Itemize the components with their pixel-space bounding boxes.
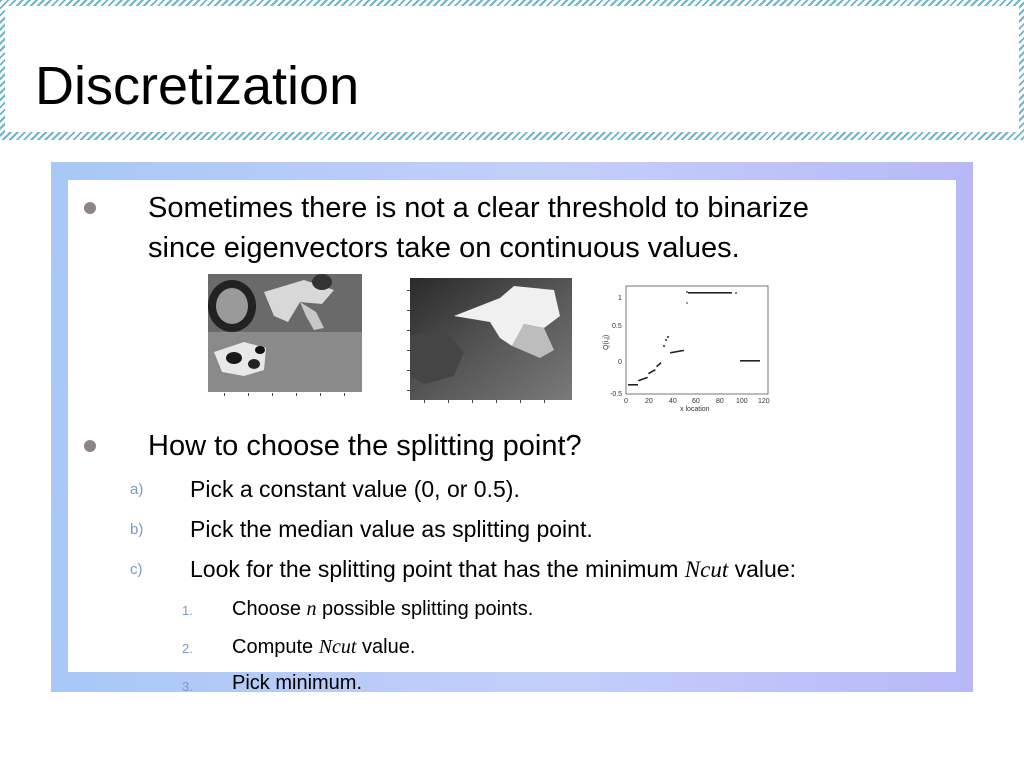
plot-xlabel: x location [680, 406, 710, 412]
step-2-post: value. [356, 636, 416, 658]
step-1-post: possible splitting points. [316, 598, 534, 620]
option-a-text: Pick a constant value (0, or 0.5). [190, 476, 520, 502]
bullet-2-text: How to choose the splitting point? [148, 430, 582, 462]
step-1-text [232, 596, 533, 622]
option-b-text: Pick the median value as splitting point. [190, 516, 593, 542]
eigenvector-map-image [404, 276, 576, 408]
plot-ytick: -0.5 [610, 391, 623, 398]
step-1-pre: Choose [232, 598, 307, 620]
option-c-post: value: [728, 556, 796, 582]
title-banner [0, 0, 1024, 140]
option-marker: b) [130, 521, 144, 538]
step-2-text [232, 634, 415, 660]
plot-ytick: 0.5 [612, 323, 622, 330]
plot-xtick: 20 [645, 398, 653, 405]
step-marker: 2. [182, 641, 193, 656]
option-c-ncut: Ncut [684, 557, 729, 582]
step-1-n: n [306, 598, 317, 620]
title-banner-inner [5, 6, 1019, 132]
step-3-text: Pick minimum. [232, 672, 363, 694]
page-title: Discretization [35, 56, 360, 116]
eigenvector-plot [598, 280, 778, 412]
plot-xtick: 40 [669, 398, 677, 405]
option-marker: c) [130, 561, 143, 578]
content-frame [51, 162, 973, 692]
segmentation-input-image [204, 272, 366, 400]
bullet-1-line-1: Sometimes there is not a clear threshold to binarize [148, 192, 809, 224]
step-marker: 3. [182, 679, 193, 694]
eigenvector-plot-svg [598, 280, 778, 412]
bullet-dot [84, 202, 96, 214]
option-c-text [190, 554, 796, 585]
step-2-ncut: Ncut [318, 636, 357, 658]
plot-xtick: 60 [692, 398, 700, 405]
plot-ytick: 0 [618, 359, 622, 366]
plot-xtick: 0 [624, 398, 628, 405]
option-c-pre: Look for the splitting point that has the minimum [190, 556, 685, 582]
bullet-dot [84, 440, 96, 452]
plot-ylabel: Q(i,j) [603, 334, 610, 350]
bullet-1-line-2: since eigenvectors take on continuous values. [148, 232, 740, 264]
step-2-pre: Compute [232, 636, 319, 658]
option-marker: a) [130, 481, 144, 498]
step-marker: 1. [182, 603, 193, 618]
plot-xtick: 120 [758, 398, 770, 405]
content-panel [68, 180, 956, 694]
plot-ytick: 1 [618, 295, 622, 302]
plot-xtick: 80 [716, 398, 724, 405]
plot-xtick: 100 [736, 398, 748, 405]
